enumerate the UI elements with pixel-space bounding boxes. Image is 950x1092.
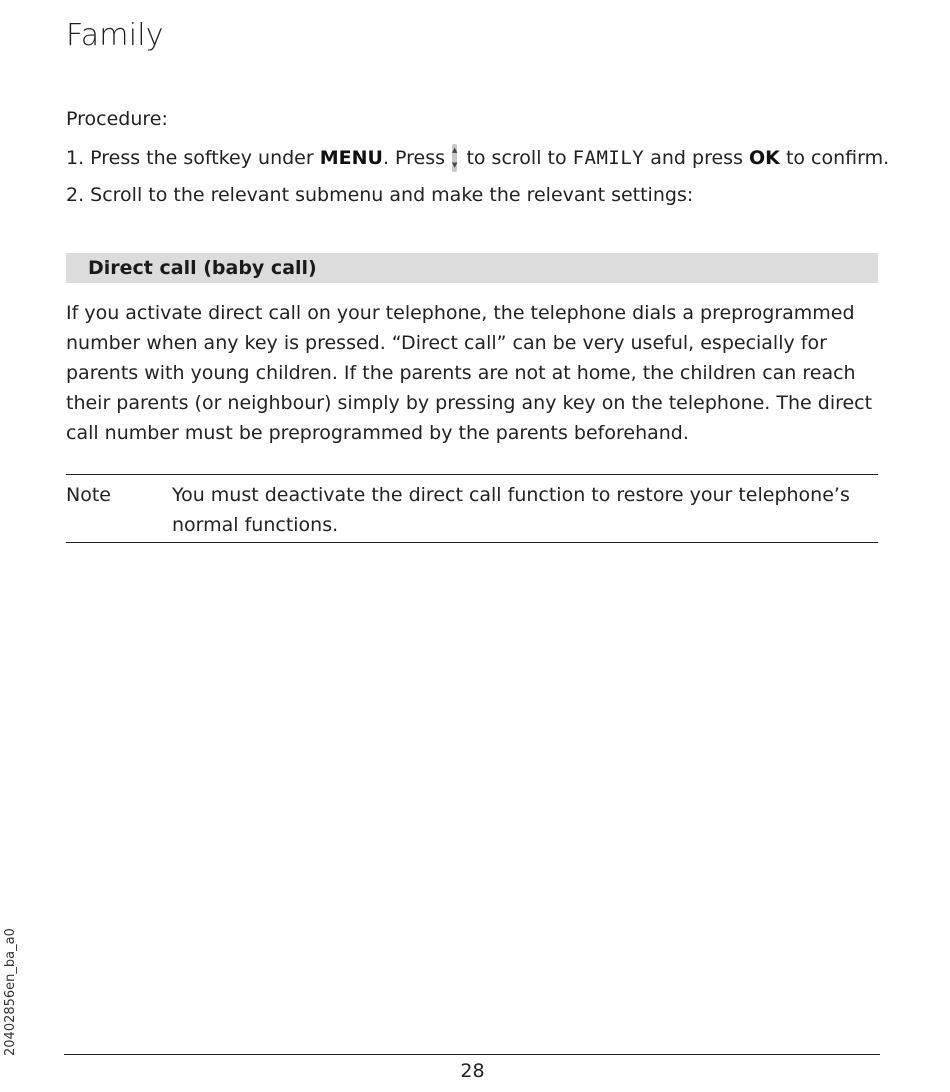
note-text: You must deactivate the direct call function to restore your telephone’s normal functions.: [172, 484, 850, 536]
section-heading-bar: [66, 253, 878, 283]
display-menu-text: FAMILY: [572, 147, 645, 169]
page-number: 28: [460, 1060, 485, 1082]
step-text: and press: [650, 147, 743, 169]
page-title: Family: [66, 18, 164, 53]
note-box: [66, 474, 878, 543]
step-text: . Press: [382, 147, 446, 169]
procedure-label: Procedure:: [66, 108, 168, 130]
step-number: 2.: [66, 184, 85, 206]
ok-keyword: OK: [749, 147, 780, 169]
note-label: Note: [66, 484, 111, 506]
procedure-steps: [66, 144, 890, 218]
step-text: Press the softkey under: [90, 147, 314, 169]
step-number: 1.: [66, 147, 85, 169]
step-1: [66, 144, 890, 172]
scroll-up-down-key-icon: ▲ ▼: [452, 144, 457, 172]
step-text: to scroll to: [466, 147, 567, 169]
document-code: 20402856en_ba_a0: [3, 928, 18, 1056]
step-2: [66, 181, 878, 209]
menu-keyword: MENU: [319, 147, 383, 169]
step-text: to confirm.: [785, 147, 890, 169]
footer-divider: [64, 1054, 880, 1055]
step-text: Scroll to the relevant submenu and make the relevant settings:: [90, 184, 694, 206]
section-heading: Direct call (baby call): [88, 257, 317, 279]
section-body: If you activate direct call on your telephone, the telephone dials a preprogrammed number when any key is pressed. “Direct call” can be very useful, especially for parents with young children. If the parents are not at home, the children can reach their parents (or neighbour) simply by pressing any key on the telephone. The direct call number must be preprogrammed by the parents beforehand.: [66, 302, 873, 444]
